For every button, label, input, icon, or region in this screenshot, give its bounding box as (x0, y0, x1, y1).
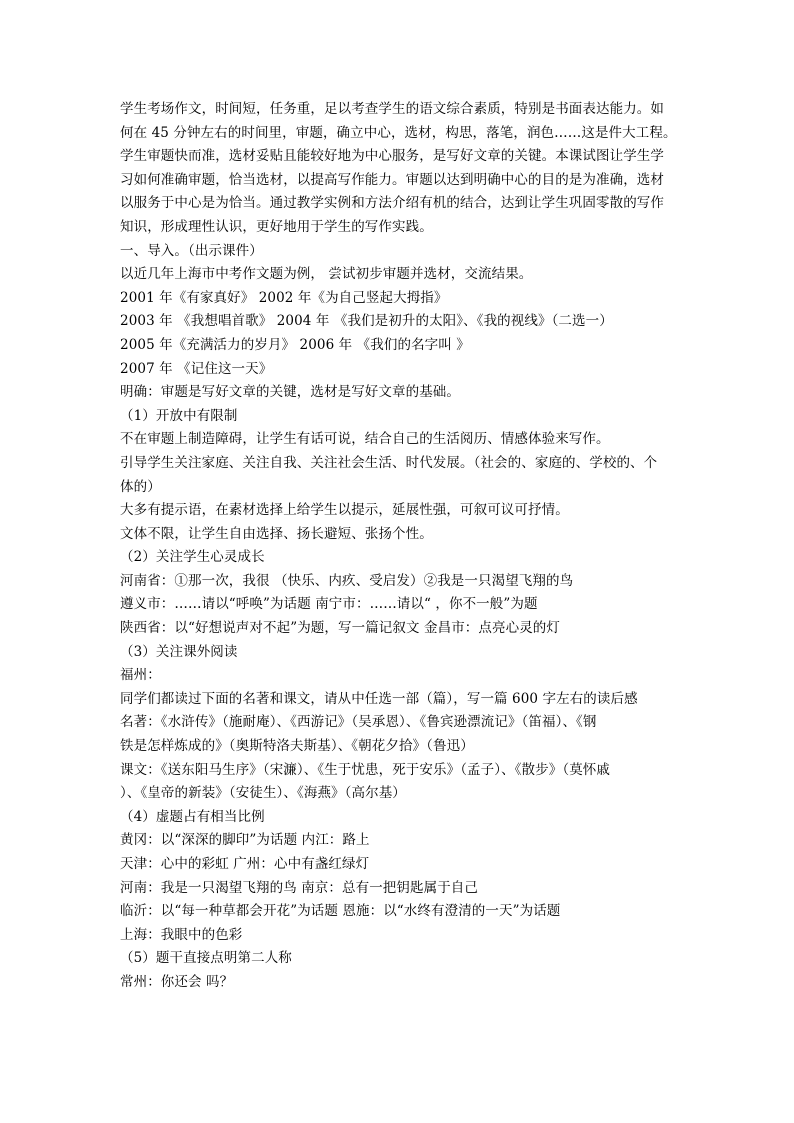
text-line: 大多有提示语，在素材选择上给学生以提示，延展性强，可叙可议可抒情。 (120, 502, 569, 519)
text-line: （2）关注学生心灵成长 (120, 549, 265, 566)
text-line: 河南省：①那一次，我很 （快乐、内疚、受启发）②我是一只渴望飞翔的鸟 (120, 572, 574, 589)
text-line: 文体不限，让学生自由选择、扬长避短、张扬个性。 (120, 525, 433, 542)
text-line: 不在审题上制造障碍，让学生有话可说，结合自己的生活阅历、情感体验来写作。 (120, 431, 610, 448)
text-line: 陕西省：以“好想说声对不起”为题，写一篇记叙文 金昌市：点亮心灵的灯 (120, 620, 560, 637)
text-line: 以服务于中心是为恰当。通过教学实例和方法介绍有机的结合，达到让学生巩固零散的写作 (120, 195, 664, 212)
text-line: 一、导入。（出示课件） (120, 242, 263, 259)
text-line: 2003 年 《我想唱首歌》 2004 年 《我们是初升的太阳》、《我的视线》（二选一） (120, 313, 613, 330)
text-line: （4）虚题占有相当比例 (120, 808, 265, 825)
text-line: （5）题干直接点明第二人称 (120, 950, 292, 967)
text-line: 学生考场作文，时间短，任务重，足以考查学生的语文综合素质，特别是书面表达能力。如 (120, 101, 664, 117)
document-page (120, 98, 680, 995)
text-line: 引导学生关注家庭、关注自我、关注社会生活、时代发展。（社会的、家庭的、学校的、个 (120, 454, 658, 471)
text-line: 遵义市：……请以“呼唤”为话题 南宁市：……请以“ ，你不一般”为题 (120, 596, 538, 613)
text-line: 体的） (120, 478, 161, 495)
text-line: 以近几年上海市中考作文题为例， 尝试初步审题并选材，交流结果。 (120, 266, 533, 283)
text-line: 天津：心中的彩虹 广州：心中有盏红绿灯 (120, 856, 370, 872)
text-line: 2005 年《充满活力的岁月》 2006 年 《我们的名字叫 》 (120, 336, 470, 353)
text-line: 铁是怎样炼成的》（奥斯特洛夫斯基）、《朝花夕拾》（鲁迅） (120, 738, 474, 755)
text-line: 2001 年《有家真好》 2002 年《为自己竖起大拇指》 (120, 289, 448, 306)
text-line: 课文：《送东阳马生序》（宋濂）、《生于忧患，死于安乐》（孟子）、《散步》（莫怀戚 (120, 761, 610, 778)
text-line: （1）开放中有限制 (120, 407, 238, 424)
text-line: 同学们都读过下面的名著和课文，请从中任选一部（篇），写一篇 600 字左右的读后感 (120, 690, 638, 707)
text-line: 学生审题快而准，选材妥贴且能较好地为中心服务，是写好文章的关键。本课试图让学生学 (120, 148, 664, 165)
text-line: 2007 年 《记住这一天》 (120, 360, 273, 377)
text-line: 习如何准确审题，恰当选材，以提高写作能力。审题以达到明确中心的目的是为准确，选材 (120, 171, 664, 188)
text-line: 河南：我是一只渴望飞翔的鸟 南京：总有一把钥匙属于自己 (120, 879, 478, 896)
text-line: 明确：审题是写好文章的关键，选材是写好文章的基础。 (120, 384, 460, 401)
text-line: 常州：你还会 吗？ (120, 973, 234, 990)
text-line: 名著：《水浒传》（施耐庵）、《西游记》（吴承恩）、《鲁宾逊漂流记》（笛福）、《钢 (120, 714, 597, 731)
text-line: 福州： (120, 667, 161, 684)
text-line: （3）关注课外阅读 (120, 643, 238, 660)
text-line: 何在 45 分钟左右的时间里，审题，确立中心，选材，构思，落笔，润色……这是件大工程。 (120, 124, 677, 141)
text-line: 黄冈：以“深深的脚印”为话题 内江：路上 (120, 832, 370, 849)
text-line: 临沂：以“每一种草都会开花”为话题 恩施：以“水终有澄清的一天”为话题 (120, 903, 561, 920)
text-line: 知识，形成理性认识，更好地用于学生的写作实践。 (120, 218, 433, 235)
text-line: 上海：我眼中的色彩 (120, 926, 243, 943)
text-line: ）、《皇帝的新装》（安徒生）、《海燕》（高尔基） (120, 785, 406, 802)
